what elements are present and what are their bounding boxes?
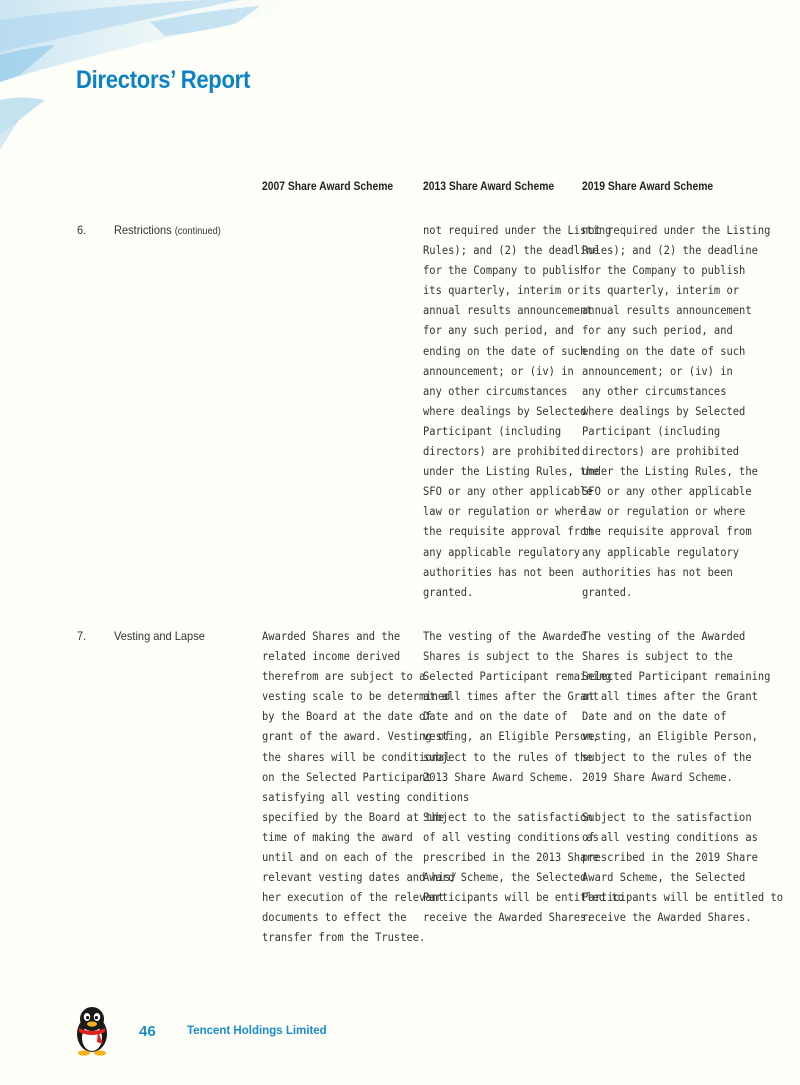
row-label: Vesting and Lapse [114,629,205,643]
company-name: Tencent Holdings Limited [187,1025,327,1037]
row-number: 7. [77,629,87,643]
page-title: Directors’ Report [76,66,251,94]
header-swoosh-graphic [0,0,800,200]
row-label-continued: (continued) [174,226,221,237]
cell-2013-vesting: The vesting of the Awarded Shares is subject to the Selected Participant remaining at all times after the Grant Date and on the date of vesting, an Eligible Person, subject to the rules of the 2013 Share Award Scheme. Subject to the satisfaction of all vesting conditions as prescribed in the 2013 Share Award Scheme, the Selected Participants will be entitled to receive the Awarded Shares. [423,629,625,925]
cell-2013-restrictions: not required under the Listing Rules); and (2) the deadline for the Company to publish its quarterly, interim or annual results announcement for any such period, and ending on the date of such announcement; or (iv) in any other circumstances where dealings by Selected Participant (including directors) are prohibited under the Listing Rules, the SFO or any other applicable law or regulation or where the requisite approval from any applicable regulatory authorities has not been granted. [423,223,612,599]
column-header-2013: 2013 Share Award Scheme [423,181,555,193]
cell-2019-restrictions: not required under the Listing Rules); and (2) the deadline for the Company to publish its quarterly, interim or annual results announcement for any such period, and ending on the date of such announcement; or (iv) in any other circumstances where dealings by Selected Participant (including directors) are prohibited under the Listing Rules, the SFO or any other applicable law or regulation or where the requisite approval from any applicable regulatory authorities has not been granted. [582,223,771,599]
qq-penguin-logo-icon [70,1004,114,1056]
page-number: 46 [139,1023,156,1040]
row-label-text: Restrictions [114,223,172,237]
cell-2007-vesting: Awarded Shares and the related income derived therefrom are subject to a vesting scale to be determined by the Board at the date of grant of the award. Vesting of the shares will be conditional on the Selected Participant satisfying all vesting conditions specified by the Board at the time of making the award until and on each of the relevant vesting dates and his/ her execution of the relevant documents to effect the transfer from the Trustee. [262,629,470,945]
row-label [114,223,221,237]
row-number: 6. [77,223,87,237]
cell-2019-vesting: The vesting of the Awarded Shares is subject to the Selected Participant remaining at all times after the Grant Date and on the date of vesting, an Eligible Person, subject to the rules of the 2019 Share Award Scheme. Subject to the satisfaction of all vesting conditions as prescribed in the 2019 Share Award Scheme, the Selected Participants will be entitled to receive the Awarded Shares. [582,629,784,925]
column-header-2007: 2007 Share Award Scheme [262,181,394,193]
column-header-2019: 2019 Share Award Scheme [582,181,714,193]
